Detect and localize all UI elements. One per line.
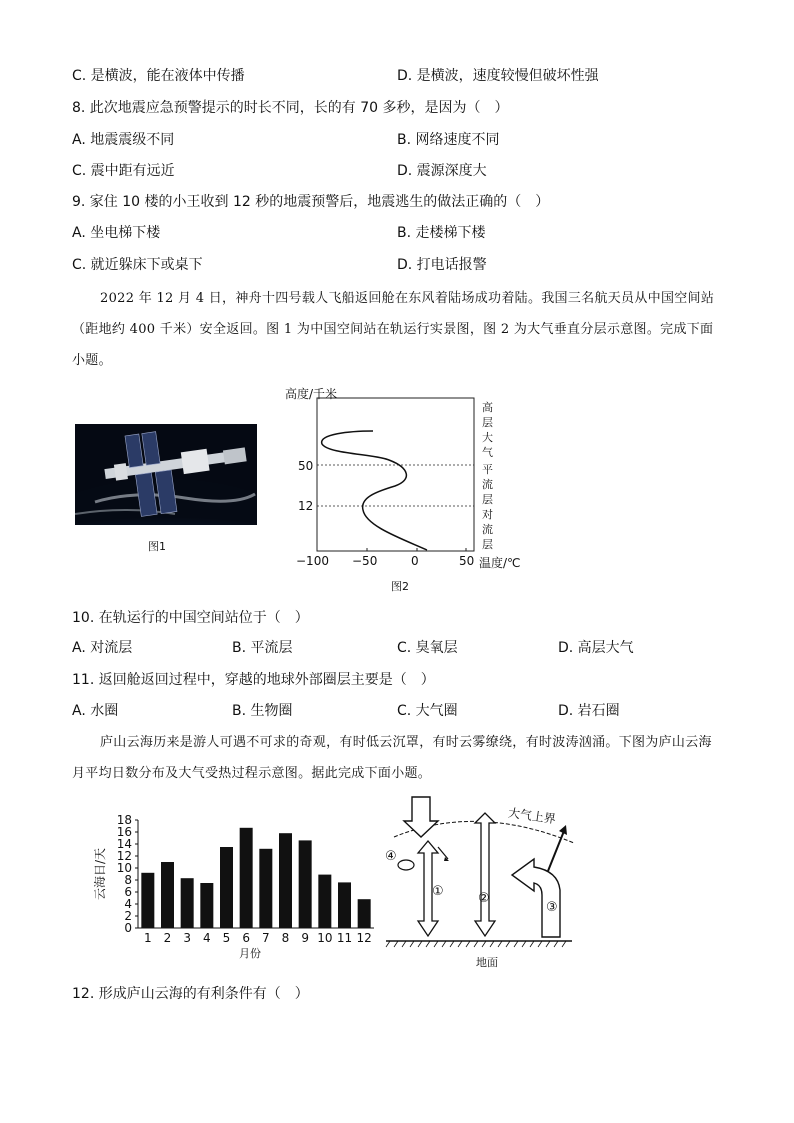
- x-tick-label: 5: [222, 931, 231, 945]
- y-tick-label: 0: [124, 921, 132, 935]
- x-tick-label: 11: [336, 931, 353, 945]
- bar-month-10: [318, 875, 331, 928]
- cloud-icon: [398, 860, 414, 870]
- q11-stem: 11. 返回舱返回过程中，穿越的地球外部圈层主要是（ ）: [72, 672, 435, 688]
- q8-option-a: A. 地震震级不同: [72, 132, 175, 148]
- y-tick-label: 14: [116, 837, 132, 851]
- bar-month-7: [259, 849, 272, 928]
- y-tick-label: 4: [124, 897, 132, 911]
- q9-option-c: C. 就近躲床下或桌下: [72, 257, 203, 273]
- q8-option-d: D. 震源深度大: [397, 163, 487, 179]
- x-tick-label: 9: [301, 931, 309, 945]
- figure2-caption: 图2: [391, 580, 409, 593]
- x-axis-label: 月份: [239, 947, 261, 960]
- fig2-layer-high: 高层大气: [482, 401, 493, 459]
- q8-option-b: B. 网络速度不同: [397, 132, 500, 148]
- space-station-photo: [75, 424, 257, 525]
- q9-option-a: A. 坐电梯下楼: [72, 225, 161, 241]
- label-4: ④: [385, 849, 397, 864]
- cloud-sea-days-chart: [92, 810, 382, 960]
- q11-option-d: D. 岩石圈: [558, 703, 620, 719]
- bar-month-4: [200, 883, 213, 928]
- label-3: ③: [546, 900, 558, 915]
- q8-stem: 8. 此次地震应急预警提示的时长不同，长的有 70 多秒，是因为（ ）: [72, 100, 509, 116]
- solar-radiation-arrow: [404, 797, 438, 837]
- passage-lushan-clouds: 庐山云海历来是游人可遇不可求的奇观，有时低云沉罩，有时云雾缭绕，有时波涛汹涌。下图为庐山云海月平均日数分布及大气受热过程示意图。据此完成下面小题。: [72, 735, 712, 781]
- fig2-xtick-minus100: −100: [296, 554, 329, 568]
- x-tick-label: 2: [163, 931, 172, 945]
- ground-label: 地面: [476, 956, 498, 969]
- q10-stem: 10. 在轨运行的中国空间站位于（ ）: [72, 610, 309, 626]
- fig2-xtick-50: 50: [459, 554, 475, 568]
- q12-stem: 12. 形成庐山云海的有利条件有（ ）: [72, 986, 309, 1002]
- fig2-xtick-minus50: −50: [352, 554, 378, 568]
- q9-stem: 9. 家住 10 楼的小王收到 12 秒的地震预警后，地震逃生的做法正确的（ ）: [72, 194, 550, 210]
- fig2-ytick-50: 50: [298, 459, 314, 473]
- fig2-layer-troposphere: 对流层: [482, 508, 493, 551]
- q10-option-d: D. 高层大气: [558, 640, 634, 656]
- x-tick-label: 12: [356, 931, 372, 945]
- fig2-ytick-12: 12: [298, 499, 314, 513]
- fig2-xlabel: 温度/℃: [479, 556, 521, 570]
- temperature-curve: [322, 431, 427, 550]
- q10-option-c: C. 臭氧层: [397, 640, 458, 656]
- fig2-xtick-0: 0: [411, 554, 419, 568]
- x-tick-label: 1: [144, 931, 152, 945]
- y-axis-label: 云海日/天: [93, 847, 107, 901]
- y-tick-label: 2: [124, 909, 132, 923]
- atmosphere-top-label: 大气上界: [507, 805, 557, 827]
- y-tick-label: 18: [116, 813, 132, 827]
- y-tick-label: 8: [124, 873, 132, 887]
- label-1: ①: [432, 884, 444, 899]
- y-tick-label: 10: [116, 861, 132, 875]
- x-tick-label: 7: [262, 931, 270, 945]
- q9-option-d: D. 打电话报警: [397, 257, 487, 273]
- figure1-caption: 图1: [148, 540, 166, 553]
- x-tick-label: 8: [281, 931, 290, 945]
- q10-option-b: B. 平流层: [232, 640, 293, 656]
- bar-month-5: [220, 847, 233, 928]
- bar-month-12: [358, 899, 371, 928]
- bar-month-1: [141, 873, 154, 928]
- q10-option-a: A. 对流层: [72, 640, 133, 656]
- label-2: ②: [478, 891, 490, 906]
- bar-month-2: [161, 862, 174, 928]
- q11-option-b: B. 生物圈: [232, 703, 293, 719]
- y-tick-label: 6: [124, 885, 132, 899]
- y-tick-label: 12: [116, 849, 132, 863]
- arrow-3: [512, 859, 560, 937]
- fig2-ylabel: 高度/千米: [285, 387, 338, 401]
- y-tick-label: 16: [116, 825, 132, 839]
- bar-month-9: [299, 840, 312, 928]
- q11-option-c: C. 大气圈: [397, 703, 458, 719]
- bar-month-11: [338, 882, 351, 928]
- arrow-2: [475, 813, 495, 936]
- bar-month-8: [279, 833, 292, 928]
- q7-option-c: C. 是横波，能在液体中传播: [72, 68, 245, 84]
- fig2-layer-stratosphere: 平流层: [482, 463, 493, 506]
- bar-month-6: [240, 828, 253, 928]
- q11-option-a: A. 水圈: [72, 703, 119, 719]
- q7-option-d: D. 是横波，速度较慢但破坏性强: [397, 68, 599, 84]
- x-tick-label: 10: [317, 931, 333, 945]
- x-tick-label: 3: [183, 931, 191, 945]
- q8-option-c: C. 震中距有远近: [72, 163, 175, 179]
- passage-space-station: 2022 年 12 月 4 日，神舟十四号载人飞船返回舱在东风着陆场成功着陆。我国三名航天员从中国空间站（距地约 400 千米）安全返回。图 1 为中国空间站在轨运行实景图，图 2 为大气垂直分层示意图。完成下面小题。: [72, 291, 715, 368]
- bar-month-3: [181, 878, 194, 928]
- x-tick-label: 4: [203, 931, 211, 945]
- x-tick-label: 6: [242, 931, 250, 945]
- q9-option-b: B. 走楼梯下楼: [397, 225, 486, 241]
